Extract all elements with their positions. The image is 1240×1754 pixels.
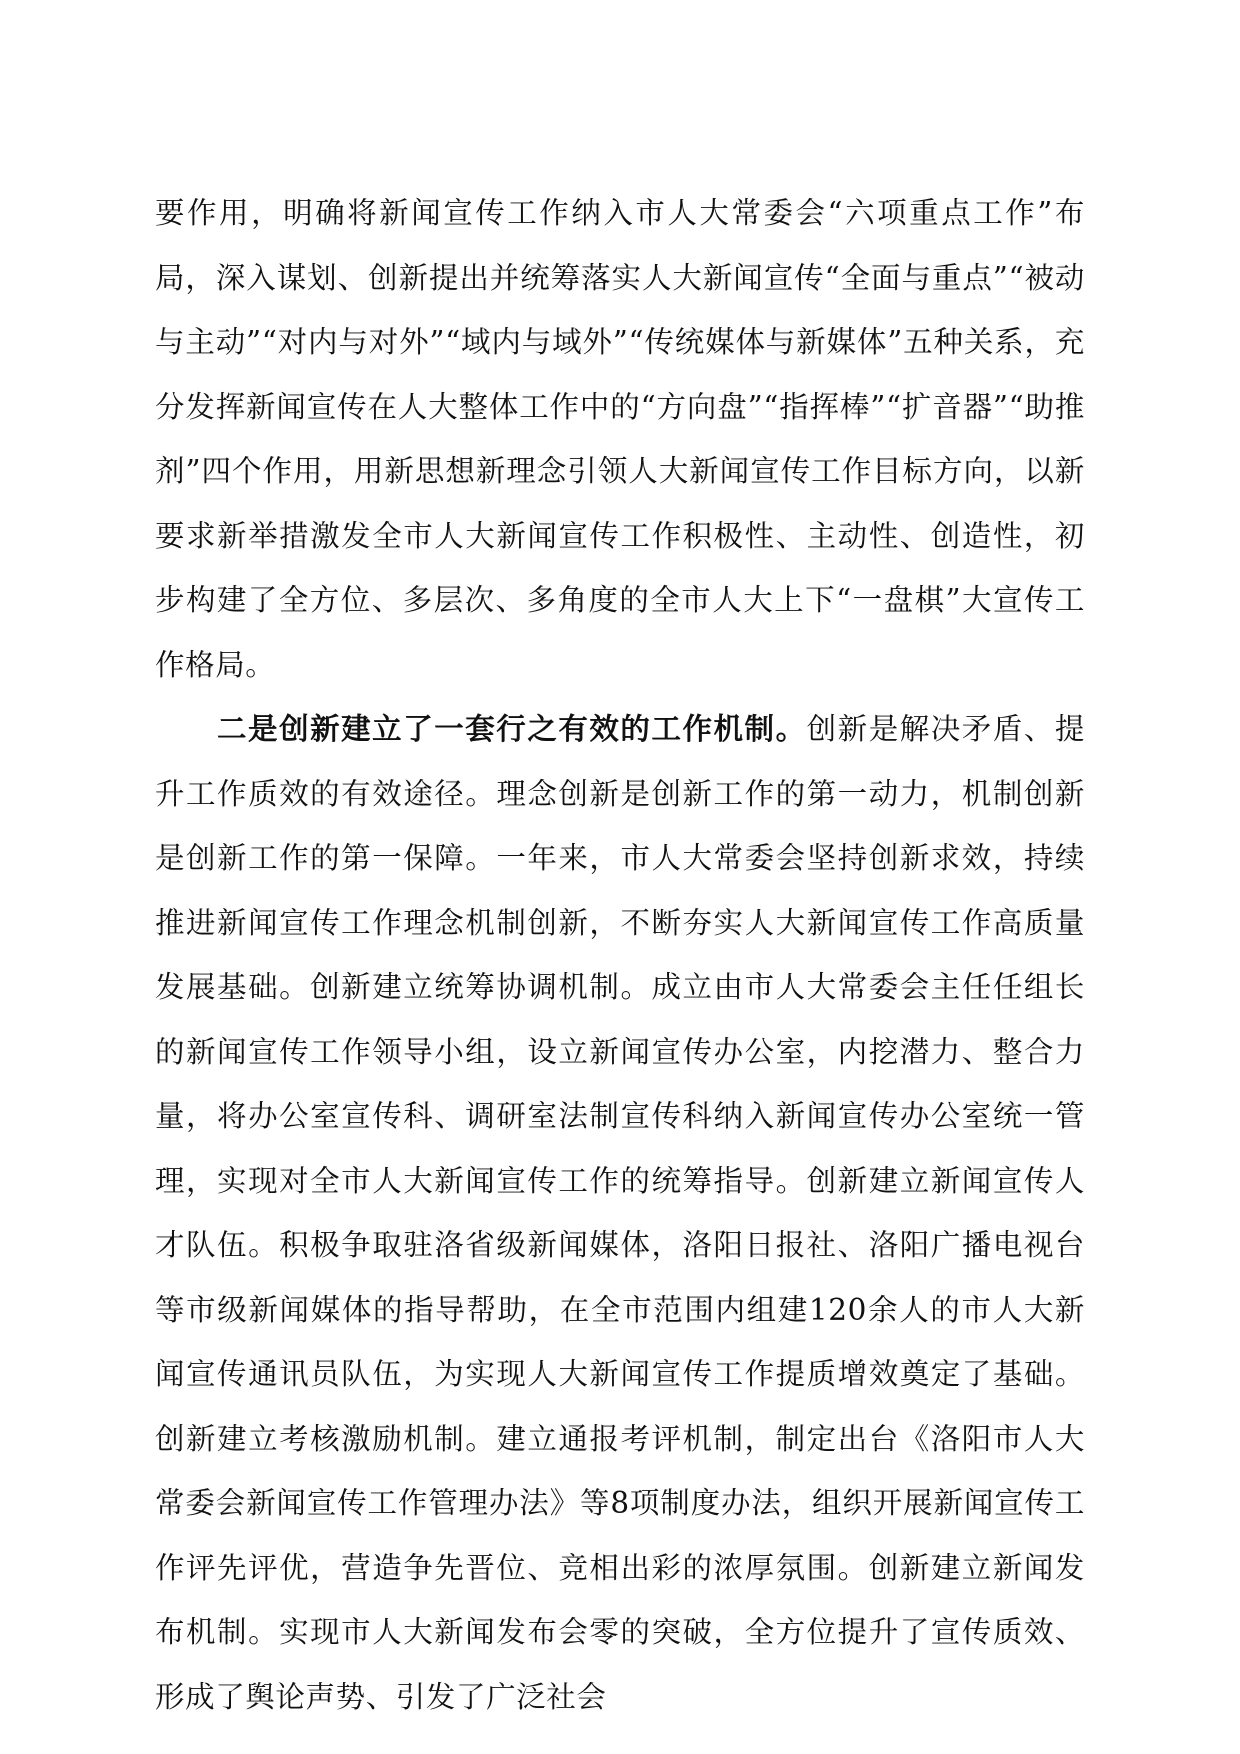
paragraph-mechanism — [155, 697, 1085, 1729]
paragraph-continued: 要作用，明确将新闻宣传工作纳入市人大常委会“六项重点工作”布局，深入谋划、创新提出并统筹落实人大新闻宣传“全面与重点”“被动与主动”“对内与对外”“域内与域外”“传统媒体与新媒体”五种关系，充分发挥新闻宣传在人大整体工作中的“方向盘”“指挥棒”“扩音器”“助推剂”四个作用，用新思想新理念引领人大新闻宣传工作目标方向，以新要求新举措激发全市人大新闻宣传工作积极性、主动性、创造性，初步构建了全方位、多层次、多角度的全市人大上下“一盘棋”大宣传工作格局。 — [155, 196, 1085, 682]
document-page — [155, 181, 1085, 1729]
paragraph-body: 创新是解决矛盾、提升工作质效的有效途径。理念创新是创新工作的第一动力，机制创新是创新工作的第一保障。一年来，市人大常委会坚持创新求效，持续推进新闻宣传工作理念机制创新，不断夯实人大新闻宣传工作高质量发展基础。创新建立统筹协调机制。成立由市人大常委会主任任组长的新闻宣传工作领导小组，设立新闻宣传办公室，内挖潜力、整合力量，将办公室宣传科、调研室法制宣传科纳入新闻宣传办公室统一管理，实现对全市人大新闻宣传工作的统筹指导。创新建立新闻宣传人才队伍。积极争取驻洛省级新闻媒体，洛阳日报社、洛阳广播电视台等市级新闻媒体的指导帮助，在全市范围内组建120余人的市人大新闻宣传通讯员队伍，为实现人大新闻宣传工作提质增效奠定了基础。创新建立考核激励机制。建立通报考评机制，制定出台《洛阳市人大常委会新闻宣传工作管理办法》等8项制度办法，组织开展新闻宣传工作评先评优，营造争先晋位、竞相出彩的浓厚氛围。创新建立新闻发布机制。实现市人大新闻发布会零的突破，全方位提升了宣传质效、形成了舆论声势、引发了广泛社会 — [155, 712, 1085, 1714]
paragraph-lead-sentence: 二是创新建立了一套行之有效的工作机制。 — [217, 711, 807, 746]
